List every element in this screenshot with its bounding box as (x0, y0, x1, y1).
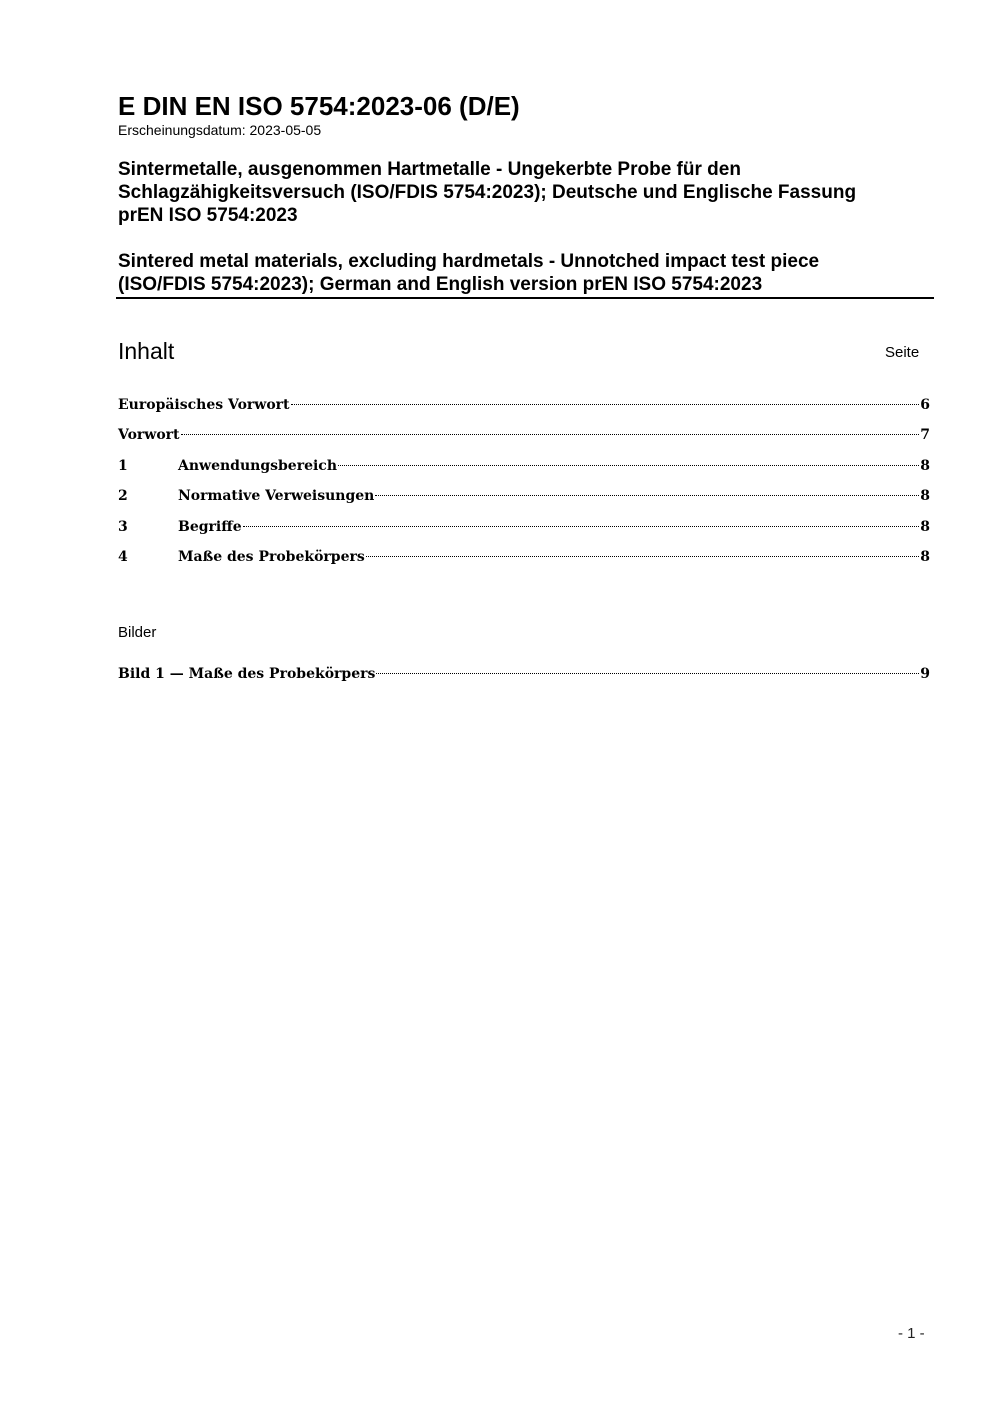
toc-entry-label: Anwendungsbereich (178, 458, 337, 474)
toc-entry-page: 8 (920, 519, 930, 535)
publication-date: Erscheinungsdatum: 2023-05-05 (118, 122, 322, 138)
toc-dot-leader (243, 526, 920, 527)
toc-entry-page: 7 (920, 427, 930, 443)
toc-entry-number: 4 (118, 549, 128, 565)
toc-entry-terms[interactable] (118, 517, 930, 537)
toc-entry-label: Europäisches Vorwort (118, 397, 290, 413)
figure-entry-1[interactable] (118, 664, 930, 684)
toc-dot-leader (375, 495, 919, 496)
toc-entry-normative-references[interactable] (118, 486, 930, 506)
figure-entry-page: 9 (920, 666, 930, 682)
figures-heading: Bilder (118, 624, 157, 641)
toc-entry-label: Normative Verweisungen (178, 488, 375, 504)
figure-entry-label: Bild 1 — Maße des Probekörpers (118, 666, 376, 682)
toc-entry-number: 1 (118, 458, 128, 474)
title-german-line: Sintermetalle, ausgenommen Hartmetalle - Ungekerbte Probe für den (118, 159, 741, 180)
title-english (118, 250, 933, 296)
title-german (118, 158, 933, 227)
toc-entry-page: 8 (920, 458, 930, 474)
toc-entry-test-piece-dimensions[interactable] (118, 547, 930, 567)
toc-entry-label: Maße des Probekörpers (178, 549, 365, 565)
toc-page-column-label: Seite (885, 344, 920, 361)
title-english-line: (ISO/FDIS 5754:2023); German and English version prEN ISO 5754:2023 (118, 274, 763, 295)
title-german-line: Schlagzähigkeitsversuch (ISO/FDIS 5754:2023); Deutsche und Englische Fassung (118, 182, 857, 203)
toc-entry-foreword[interactable] (118, 425, 930, 445)
page-number: - 1 - (898, 1325, 925, 1342)
title-german-line: prEN ISO 5754:2023 (118, 205, 298, 226)
toc-dot-leader (366, 556, 920, 557)
title-english-line: Sintered metal materials, excluding hardmetals - Unnotched impact test piece (118, 251, 820, 272)
toc-entry-label: Begriffe (178, 519, 242, 535)
toc-entry-number: 3 (118, 519, 128, 535)
document-title: E DIN EN ISO 5754:2023-06 (D/E) (118, 91, 520, 121)
toc-entry-label: Vorwort (118, 427, 180, 443)
toc-entry-european-foreword[interactable] (118, 395, 930, 415)
toc-dot-leader (291, 404, 920, 405)
toc-entry-number: 2 (118, 488, 128, 504)
toc-dot-leader (376, 673, 919, 674)
toc-entry-page: 6 (920, 397, 930, 413)
toc-dot-leader (338, 465, 919, 466)
toc-entry-page: 8 (920, 549, 930, 565)
toc-entry-page: 8 (920, 488, 930, 504)
toc-heading: Inhalt (118, 338, 175, 364)
toc-dot-leader (181, 434, 920, 435)
title-divider (116, 297, 934, 299)
toc-entry-scope[interactable] (118, 456, 930, 476)
